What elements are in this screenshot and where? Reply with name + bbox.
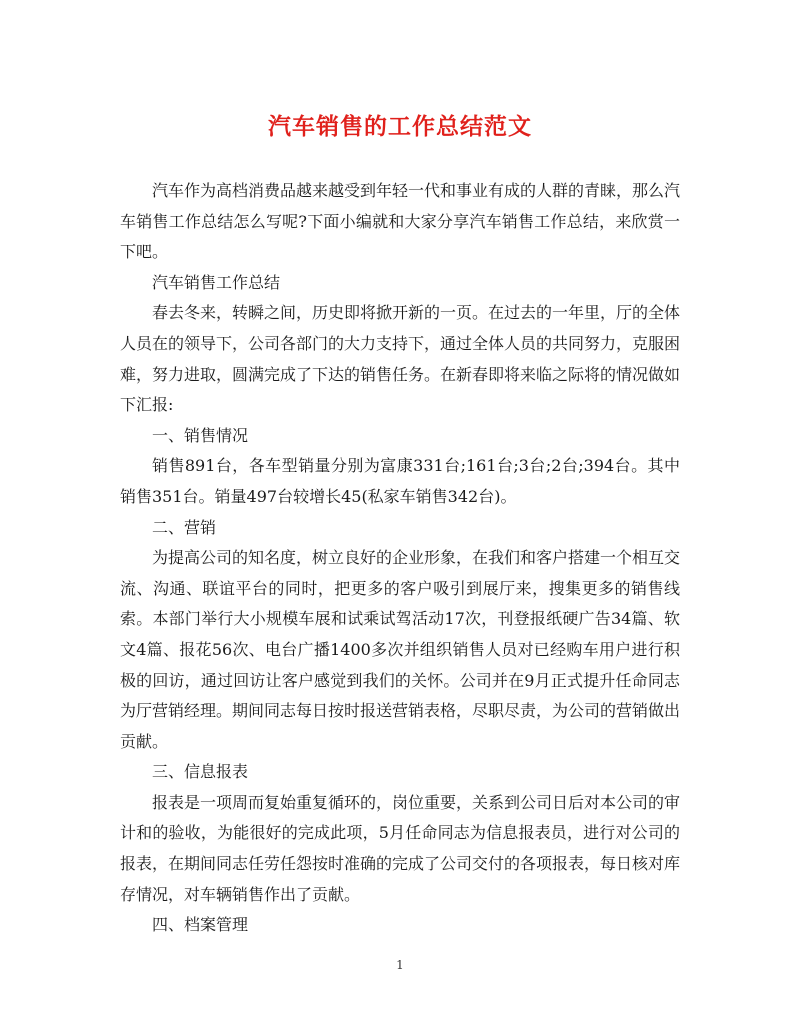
section-heading-archives: 四、档案管理 — [152, 915, 249, 935]
section-heading-reports: 三、信息报表 — [152, 762, 249, 782]
body-paragraph: 春去冬来，转瞬之间，历史即将掀开新的一页。在过去的一年里，厅的全体人员在的领导下，公司各部门的大力支持下，通过全体人员的共同努力，克服困难，努力进取，圆满完成了下达的销售任务。在新春即将来临之际将的情况做如下汇报: — [120, 303, 681, 415]
document-title: 汽车销售的工作总结范文 — [268, 113, 532, 140]
body-paragraph: 为提高公司的知名度，树立良好的企业形象，在我们和客户搭建一个相互交流、沟通、联谊平台的同时，把更多的客户吸引到展厅来，搜集更多的销售线索。本部门举行大小规模车展和试乘试驾活动17次，刊登报纸硬广告34篇、软文4篇、报花56次、电台广播1400多次并组织销售人员对已经购车用户进行积极的回访，通过回访让客户感觉到我们的关怀。公司并在9月正式提升任命同志为厅营销经理。期间同志每日按时报送营销表格，尽职尽责，为公司的营销做出贡献。 — [120, 548, 681, 751]
document-body — [120, 176, 680, 941]
section-heading-marketing: 二、营销 — [152, 517, 217, 537]
body-paragraph: 报表是一项周而复始重复循环的，岗位重要，关系到公司日后对本公司的审计和的验收，为能很好的完成此项，5月任命同志为信息报表员，进行对公司的报表，在期间同志任劳任怨按时准确的完成了公司交付的各项报表，每日核对库存情况，对车辆销售作出了贡献。 — [120, 792, 681, 904]
page-number: 1 — [396, 958, 404, 972]
intro-paragraph: 汽车作为高档消费品越来越受到年轻一代和事业有成的人群的青睐，那么汽车销售工作总结怎么写呢?下面小编就和大家分享汽车销售工作总结，来欣赏一下吧。 — [120, 181, 681, 262]
section-heading-sales: 一、销售情况 — [152, 425, 249, 445]
section-heading-summary: 汽车销售工作总结 — [152, 272, 281, 292]
body-paragraph: 销售891台，各车型销量分别为富康331台;161台;3台;2台;394台。其中销售351台。销量497台较增长45(私家车销售342台)。 — [120, 456, 680, 506]
